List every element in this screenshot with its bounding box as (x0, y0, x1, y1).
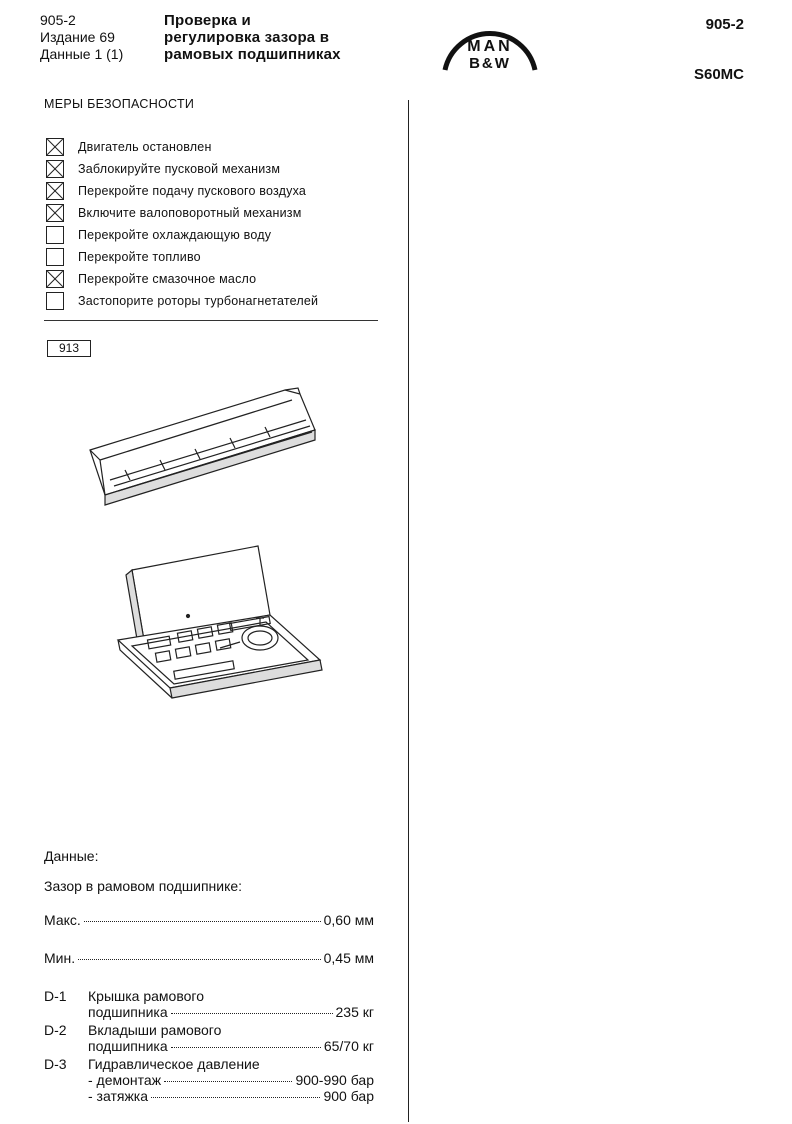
item-code: D-3 (44, 1056, 67, 1072)
leader-dots (84, 921, 321, 922)
engine-model: S60MC (693, 66, 744, 83)
item-label: подшипника (88, 1004, 168, 1020)
tool-case-illustration (70, 370, 390, 710)
edition: Издание 69 (40, 29, 115, 45)
item-value: 900-990 бар (295, 1072, 374, 1088)
clearance-min-row (44, 950, 374, 966)
safety-item (46, 224, 318, 246)
item-value-row (88, 1072, 374, 1088)
safety-item-label: Перекройте охлаждающую воду (78, 228, 272, 242)
leader-dots (151, 1097, 320, 1098)
logo-text-top: MAN (467, 38, 513, 55)
column-divider (408, 100, 409, 1122)
max-value: 0,60 мм (323, 912, 374, 928)
data-ref: Данные 1 (1) (40, 46, 124, 62)
item-label: - демонтаж (88, 1072, 162, 1088)
safety-item-label: Перекройте смазочное масло (78, 272, 257, 286)
safety-title: МЕРЫ БЕЗОПАСНОСТИ (44, 97, 195, 111)
item-code: D-1 (44, 988, 67, 1004)
safety-checklist (46, 136, 318, 312)
safety-item (46, 180, 318, 202)
safety-item (46, 246, 318, 268)
safety-item-label: Перекройте подачу пускового воздуха (78, 184, 307, 198)
checkbox-icon (46, 270, 64, 288)
safety-item-label: Перекройте топливо (78, 250, 201, 264)
safety-item-label: Включите валоповоротный механизм (78, 206, 302, 220)
feeler-gauge-case-drawing (90, 388, 315, 505)
title-line-1: Проверка и (164, 12, 251, 29)
item-value-row (88, 1088, 374, 1104)
item-d3 (44, 1056, 374, 1104)
checkbox-icon (46, 248, 64, 266)
leader-dots (78, 959, 321, 960)
item-value: 235 кг (335, 1004, 374, 1020)
doc-number: 905-2 (40, 12, 76, 28)
checkbox-icon (46, 204, 64, 222)
item-line: Гидравлическое давление (88, 1056, 260, 1072)
item-line: Крышка рамового (88, 988, 204, 1004)
leader-dots (171, 1013, 333, 1014)
clearance-max-row (44, 912, 374, 928)
doc-number-right: 905-2 (705, 16, 744, 33)
dial-gauge-case-drawing (118, 546, 322, 698)
checkbox-icon (46, 138, 64, 156)
min-value: 0,45 мм (323, 950, 374, 966)
logo-text-bottom: B&W (469, 55, 511, 72)
checkbox-icon (46, 160, 64, 178)
checkbox-icon (46, 226, 64, 244)
data-section (44, 848, 374, 1104)
leader-dots (171, 1047, 321, 1048)
data-heading: Данные: (44, 848, 99, 864)
item-value: 900 бар (323, 1088, 374, 1104)
safety-item (46, 268, 318, 290)
item-value: 65/70 кг (323, 1038, 374, 1054)
title-line-3: рамовых подшипниках (164, 46, 341, 63)
safety-item (46, 290, 318, 312)
max-label: Макс. (44, 912, 81, 928)
item-d1 (44, 988, 374, 1020)
item-code: D-2 (44, 1022, 67, 1038)
safety-item (46, 136, 318, 158)
min-label: Мин. (44, 950, 76, 966)
safety-item-label: Застопорите роторы турбонагнетателей (78, 294, 319, 308)
safety-item-label: Двигатель остановлен (78, 140, 212, 154)
tool-number-box: 913 (47, 340, 91, 357)
safety-item (46, 158, 318, 180)
item-line: Вкладыши рамового (88, 1022, 222, 1038)
safety-item-label: Заблокируйте пусковой механизм (78, 162, 281, 176)
doc-title (164, 12, 341, 63)
doc-info (40, 12, 123, 63)
leader-dots (164, 1081, 292, 1082)
safety-item (46, 202, 318, 224)
checkbox-icon (46, 292, 64, 310)
clearance-title: Зазор в рамовом подшипнике: (44, 878, 243, 894)
item-d2 (44, 1022, 374, 1054)
item-label: подшипника (88, 1038, 168, 1054)
checkbox-icon (46, 182, 64, 200)
item-value-row (88, 1038, 374, 1054)
item-label: - затяжка (88, 1088, 149, 1104)
section-divider (44, 320, 378, 321)
title-line-2: регулировка зазора в (164, 29, 330, 46)
man-bw-logo (437, 18, 543, 74)
item-value-row (88, 1004, 374, 1020)
